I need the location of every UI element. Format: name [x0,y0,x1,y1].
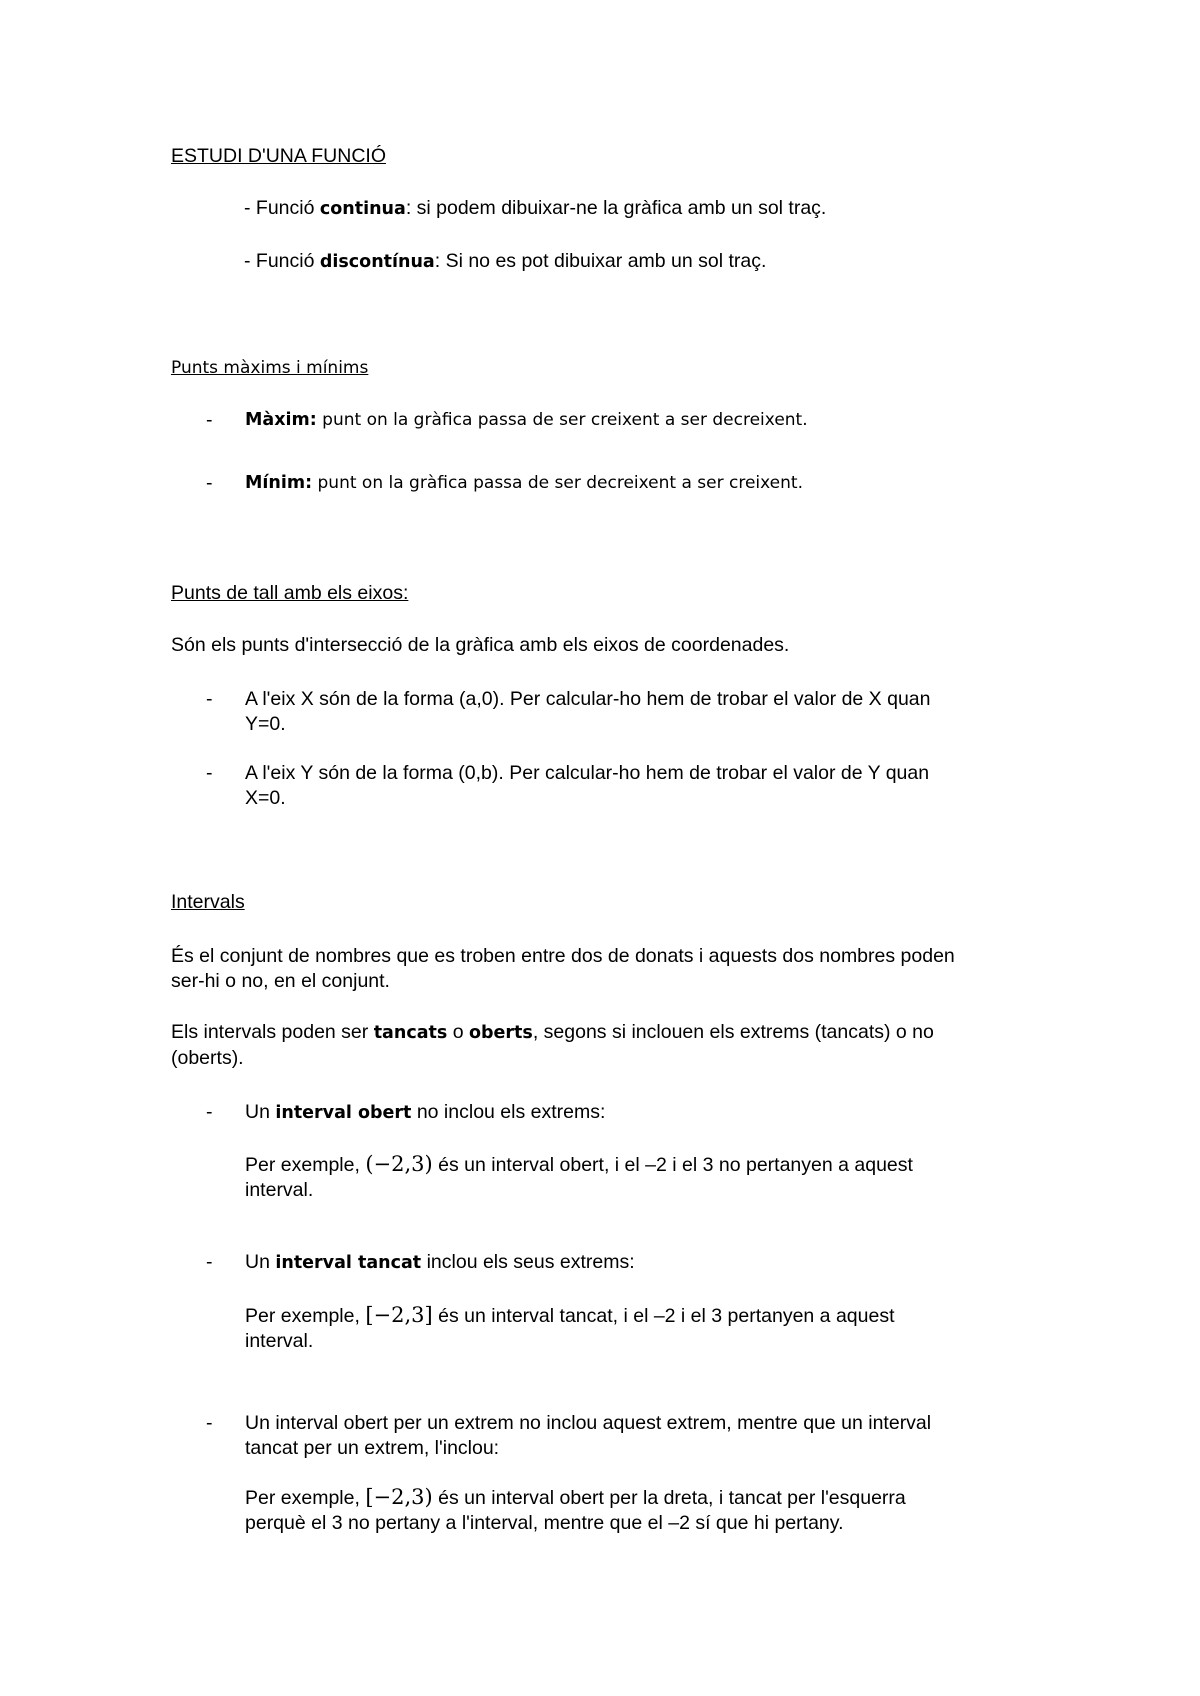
bullet-dash: - [206,762,213,784]
half-open-line-2: tancat per un extrem, l'inclou: [245,1437,500,1459]
open-interval-math: (−2,3) [365,1152,433,1176]
intervals-types [171,1020,934,1071]
discontinua-definition: : Si no es pot dibuixar amb un sol traç. [434,250,767,272]
open-example-prefix: Per exemple, [245,1154,366,1176]
continua-term: continua [319,199,406,219]
intervals-types-line-2: (oberts). [171,1047,244,1069]
closed-text-a: Un [245,1251,276,1273]
closed-interval-line [245,1250,635,1276]
open-example-text: és un interval obert, i el –2 i el 3 no pertanyen a aquest [432,1154,913,1176]
continua-prefix: - Funció [244,197,320,219]
oberts-term: oberts [468,1023,533,1043]
intervals-definition-line-1: És el conjunt de nombres que es troben entre dos de donats i aquests dos nombres poden [171,945,955,967]
max-definition: punt on la gràfica passa de ser creixent a ser decreixent. [316,410,808,430]
min-definition: punt on la gràfica passa de ser decreixent a ser creixent. [312,473,803,493]
y-axis-item [245,761,929,811]
half-open-line-1: Un interval obert per un extrem no inclou aquest extrem, mentre que un interval [245,1412,932,1434]
closed-interval-example [245,1303,895,1354]
intervals-heading: Intervals [171,891,245,913]
intervals-types-line-1 [171,1020,934,1046]
y-axis-line-2: X=0. [245,787,286,809]
closed-example-line-1 [245,1303,895,1329]
half-open-example-line-1 [245,1485,906,1511]
open-interval-example [245,1152,913,1203]
y-axis-line-1: A l'eix Y són de la forma (0,b). Per calcular-ho hem de trobar el valor de Y quan [245,762,930,784]
open-interval-line [245,1100,605,1126]
min-line [245,471,803,496]
intervals-definition-line-2: ser-hi o no, en el conjunt. [171,970,390,992]
max-line [245,408,808,433]
half-open-interval-math: [−2,3) [365,1485,433,1509]
bullet-dash: - [206,409,213,431]
types-text-o: o [447,1021,469,1043]
bullet-dash: - [206,1412,213,1434]
discontinua-prefix: - Funció [244,250,320,272]
types-text-b: , segons si inclouen els extrems (tancats) o no [532,1021,934,1043]
continua-line [244,196,826,222]
x-axis-line-2: Y=0. [245,713,286,735]
bullet-dash: - [206,472,213,494]
x-axis-line-1: A l'eix X són de la forma (a,0). Per calcular-ho hem de trobar el valor de X quan [245,688,931,710]
open-text-a: Un [245,1101,276,1123]
min-term: Mínim: [245,473,313,493]
closed-example-text: és un interval tancat, i el –2 i el 3 pertanyen a aquest [432,1305,895,1327]
types-text-a: Els intervals poden ser [171,1021,374,1043]
continua-definition: : si podem dibuixar-ne la gràfica amb un sol traç. [405,197,827,219]
axes-intro: Són els punts d'intersecció de la gràfica amb els eixos de coordenades. [171,634,790,656]
maxmin-heading: Punts màxims i mínims [171,358,369,378]
max-term: Màxim: [245,410,317,430]
bullet-dash: - [206,1251,213,1273]
document-title: ESTUDI D'UNA FUNCIÓ [171,145,386,167]
x-axis-item [245,687,931,737]
half-open-example [245,1485,906,1536]
open-text-b: no inclou els extrems: [411,1101,606,1123]
bullet-dash: - [206,688,213,710]
open-interval-term: interval obert [275,1103,412,1123]
tancats-term: tancats [373,1023,448,1043]
half-open-item [245,1411,931,1461]
bullet-dash: - [206,1101,213,1123]
closed-interval-term: interval tancat [275,1253,422,1273]
discontinua-term: discontínua [319,252,435,272]
discontinua-line [244,249,766,275]
open-example-line-1 [245,1152,913,1178]
open-example-line-2: interval. [245,1179,314,1201]
closed-interval-math: [−2,3] [365,1303,433,1327]
closed-text-b: inclou els seus extrems: [421,1251,635,1273]
closed-example-prefix: Per exemple, [245,1305,366,1327]
half-open-example-text: és un interval obert per la dreta, i tancat per l'esquerra [432,1487,906,1509]
closed-example-line-2: interval. [245,1330,314,1352]
half-open-example-line-2: perquè el 3 no pertany a l'interval, mentre que el –2 sí que hi pertany. [245,1512,844,1534]
axes-heading: Punts de tall amb els eixos: [171,582,409,604]
intervals-definition [171,944,955,994]
half-open-example-prefix: Per exemple, [245,1487,366,1509]
